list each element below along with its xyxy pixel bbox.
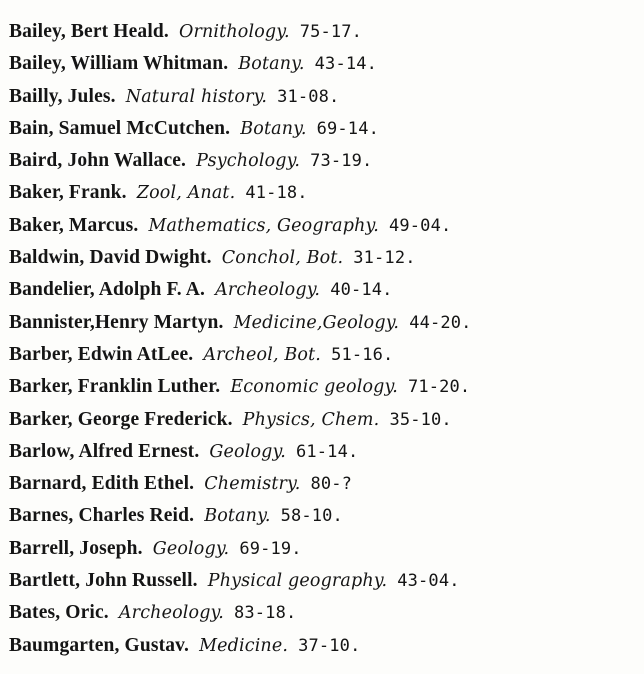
entry-code: 49-04. (389, 215, 452, 236)
entry-code: 40-14. (330, 280, 393, 301)
list-item (9, 468, 637, 500)
entry-field: Psychology. (196, 151, 301, 172)
entry-name: Bailly, Jules. (9, 85, 116, 107)
list-item (9, 274, 637, 306)
entry-code: 31-12. (353, 248, 416, 269)
entry-name: Bartlett, John Russell. (9, 570, 198, 592)
entry-name: Barnard, Edith Ethel. (9, 473, 195, 495)
list-item (9, 177, 637, 209)
entry-name: Bain, Samuel McCutchen. (9, 117, 231, 139)
entry-name: Baker, Marcus. (9, 214, 139, 236)
list-item (9, 113, 637, 145)
entry-field: Physical geography. (207, 571, 388, 592)
entry-field: Ornithology. (178, 22, 290, 42)
entry-code: 61-14. (296, 441, 359, 462)
entry-name: Barlow, Alfred Ernest. (9, 440, 200, 462)
list-item (9, 210, 637, 242)
entry-code: 31-08. (277, 86, 340, 107)
entry-name: Barber, Edwin AtLee. (9, 343, 194, 365)
list-item (9, 436, 637, 468)
list-item (9, 242, 637, 274)
entry-name: Barker, George Frederick. (9, 408, 233, 430)
entry-name: Baird, John Wallace. (9, 150, 187, 172)
entry-name: Baumgarten, Gustav. (9, 634, 189, 656)
entry-field: Geology. (152, 538, 230, 559)
list-item (9, 500, 637, 532)
entry-code: 44-20. (409, 312, 472, 333)
entry-field: Medicine. (199, 635, 289, 656)
list-item (9, 48, 637, 80)
list-item (9, 145, 637, 177)
entry-field: Botany. (204, 506, 271, 527)
list-item (9, 404, 637, 436)
list-item (9, 371, 637, 403)
entry-field: Medicine,Geology. (233, 312, 400, 333)
list-item (9, 339, 637, 371)
entry-field: Economic geology. (230, 377, 398, 398)
entry-field: Archeol, Bot. (203, 344, 321, 365)
list-item (9, 597, 637, 629)
entry-code: 43-14. (314, 54, 377, 75)
entry-name: Barnes, Charles Reid. (9, 505, 195, 527)
entry-field: Mathematics, Geography. (148, 215, 379, 236)
entry-field: Natural history. (125, 86, 268, 107)
list-item (9, 565, 637, 597)
entry-name: Barker, Franklin Luther. (9, 376, 221, 398)
entry-code: 71-20. (407, 377, 471, 398)
list-item (9, 81, 637, 113)
entry-field: Conchol, Bot. (221, 248, 344, 269)
entry-code: 37-10. (298, 635, 361, 656)
entry-code: 41-18. (245, 183, 308, 204)
entry-list (9, 16, 637, 662)
entry-field: Zool, Anat. (136, 183, 236, 204)
entry-code: 35-10. (389, 409, 452, 430)
list-item (9, 307, 637, 339)
entry-field: Botany. (238, 54, 305, 75)
entry-name: Bannister,Henry Martyn. (9, 311, 224, 333)
entry-field: Physics, Chem. (242, 409, 380, 430)
entry-code: 83-18. (234, 603, 297, 624)
entry-code: 58-10. (280, 506, 343, 527)
list-item (9, 16, 637, 48)
entry-field: Geology. (209, 441, 286, 462)
entry-field: Archeology. (215, 280, 321, 301)
entry-field: Botany. (240, 118, 307, 139)
list-item (9, 533, 637, 565)
list-item (9, 630, 637, 662)
entry-code: 69-19. (239, 538, 302, 559)
entry-name: Bandelier, Adolph F. A. (9, 279, 205, 301)
entry-name: Bates, Oric. (9, 602, 109, 624)
entry-code: 75-17. (299, 22, 363, 42)
entry-field: Chemistry. (204, 474, 301, 495)
entry-name: Baker, Frank. (9, 182, 127, 204)
entry-code: 73-19. (310, 151, 373, 172)
entry-code: 43-04. (397, 571, 460, 592)
entry-name: Baldwin, David Dwight. (9, 247, 212, 269)
entry-code: 80-? (310, 474, 353, 495)
entry-code: 69-14. (316, 118, 379, 139)
entry-code: 51-16. (331, 344, 394, 365)
entry-name: Bailey, William Whitman. (9, 53, 229, 75)
entry-name: Bailey, Bert Heald. (9, 21, 169, 42)
entry-name: Barrell, Joseph. (9, 537, 143, 559)
entry-field: Archeology. (118, 603, 224, 624)
